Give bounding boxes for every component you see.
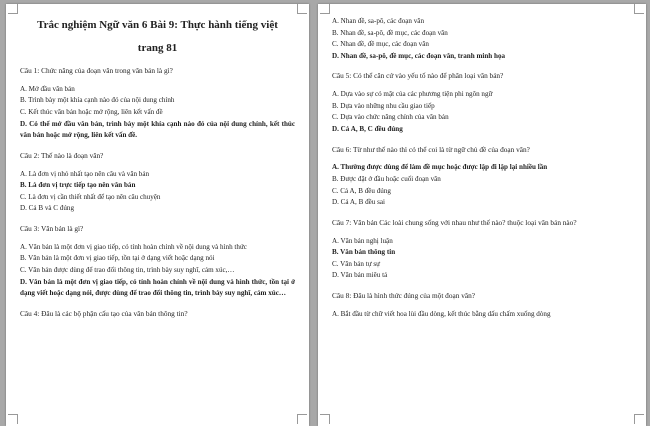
answer-option: B. Trình bày một khía cạnh nào đó của nội dung chính (20, 96, 175, 105)
document-page-right (318, 4, 646, 426)
answer-option: A. Nhan đề, sa-pô, các đoạn văn (332, 17, 424, 25)
crop-mark (8, 4, 18, 14)
question-block (20, 65, 295, 142)
answer-option: B. Văn bản là một đơn vị giao tiếp, tồn tại ở dạng viết hoặc dạng nói (20, 254, 215, 263)
question-block (332, 144, 632, 209)
question-block (332, 290, 632, 320)
correct-answer-option: B. Văn bản thông tin (332, 248, 396, 257)
question-text: Câu 6: Từ như thế nào thì có thể coi là từ ngữ chủ đề của đoạn văn? (332, 144, 530, 154)
crop-mark (297, 414, 307, 424)
question-block (332, 217, 632, 282)
answer-option: A. Là đơn vị nhỏ nhất tạo nên câu và văn bản (20, 169, 150, 178)
document-title: Trắc nghiệm Ngữ văn 6 Bài 9: Thực hành tiếng việt (37, 19, 278, 31)
answer-option: D. Văn bản miêu tả (332, 271, 388, 280)
question-list (332, 16, 632, 320)
question-text: Câu 7: Văn bản Các loài chung sống với nhau như thế nào? thuộc loại văn bản nào? (332, 217, 577, 227)
question-text: Câu 1: Chức năng của đoạn văn trong văn bản là gì? (20, 66, 173, 75)
question-text: Câu 3: Văn bản là gì? (20, 223, 84, 233)
question-text: Câu 8: Đâu là hình thức đúng của một đoạn văn? (332, 290, 475, 300)
correct-answer-option: B. Là đơn vị trực tiếp tạo nên văn bản (20, 181, 136, 190)
question-block (20, 223, 295, 300)
question-text: Câu 2: Thế nào là đoạn văn? (20, 150, 104, 160)
answer-option: C. Là đơn vị cần thiết nhất để tạo nên câu chuyện (20, 192, 161, 201)
answer-option: A. Dựa vào sự có mặt của các phương tiện phi ngôn ngữ (332, 90, 493, 99)
answer-option: A. Văn bản là một đơn vị giao tiếp, có tính hoàn chỉnh về nội dung và hình thức (20, 242, 247, 251)
answer-option: C. Kết thúc văn bản hoặc mở rộng, liên kết vấn đề (20, 107, 163, 116)
answer-option: C. Cả A, B đều đúng (332, 186, 391, 195)
question-block (20, 308, 295, 320)
question-block (20, 150, 295, 215)
question-list (20, 65, 295, 320)
crop-mark (320, 4, 330, 14)
answer-option: B. Nhan đề, sa-pô, đề mục, các đoạn văn (332, 28, 448, 37)
correct-answer-option: D. Cả A, B, C đều đúng (332, 124, 403, 133)
answer-option: A. Văn bản nghị luận (332, 236, 393, 245)
crop-mark (634, 4, 644, 14)
answer-option: B. Dựa vào những nhu cầu giao tiếp (332, 101, 435, 110)
question-text: Câu 4: Đâu là các bộ phận cấu tạo của văn bản thông tin? (20, 308, 188, 318)
question-text: Câu 5: Có thể căn cứ vào yếu tố nào để phân loại văn bản? (332, 71, 504, 81)
answer-option: D. Cả A, B đều sai (332, 198, 386, 207)
answer-option: C. Nhan đề, đề mục, các đoạn văn (332, 40, 429, 49)
crop-mark (634, 414, 644, 424)
correct-answer-option: A. Thường được dùng để làm đề mục hoặc được lặp đi lặp lại nhiều lần (332, 163, 548, 172)
correct-answer-option: D. Văn bản là một đơn vị giao tiếp, có tính hoàn chỉnh về nội dung và hình thức, tồn tại ở dạng viết hoặc dạng nói, được dùng để trao đổi thông tin, trình bày suy nghĩ, cảm xúc… (20, 277, 295, 298)
document-subtitle: trang 81 (137, 42, 178, 54)
correct-answer-option: D. Nhan đề, sa-pô, đề mục, các đoạn văn, tranh minh họa (332, 51, 506, 60)
crop-mark (297, 4, 307, 14)
correct-answer-option: D. Có thể mở đầu văn bản, trình bày một khía cạnh nào đó của nội dung chính, kết thúc văn bản hoặc mở rộng, liên kết vấn đề. (20, 119, 295, 140)
document-page-left (6, 4, 309, 426)
answer-option: A. Mở đầu văn bản (20, 84, 75, 93)
answer-option: C. Văn bản được dùng để trao đổi thông tin, trình bày suy nghĩ, cảm xúc,… (20, 265, 235, 274)
answer-option: B. Được đặt ở đầu hoặc cuối đoạn văn (332, 174, 441, 183)
question-block (332, 70, 632, 135)
answer-option: C. Dựa vào chức năng chính của văn bản (332, 113, 449, 122)
page-content[interactable] (20, 14, 295, 327)
crop-mark (320, 414, 330, 424)
page-content[interactable] (332, 16, 632, 327)
answer-option: D. Cả B và C đúng (20, 204, 74, 213)
question-block (332, 16, 632, 62)
answer-option: C. Văn bản tự sự (332, 259, 380, 268)
answer-option: A. Bắt đầu từ chữ viết hoa lùi đầu dòng, kết thúc bằng dấu chấm xuống dòng (332, 309, 551, 318)
crop-mark (8, 414, 18, 424)
